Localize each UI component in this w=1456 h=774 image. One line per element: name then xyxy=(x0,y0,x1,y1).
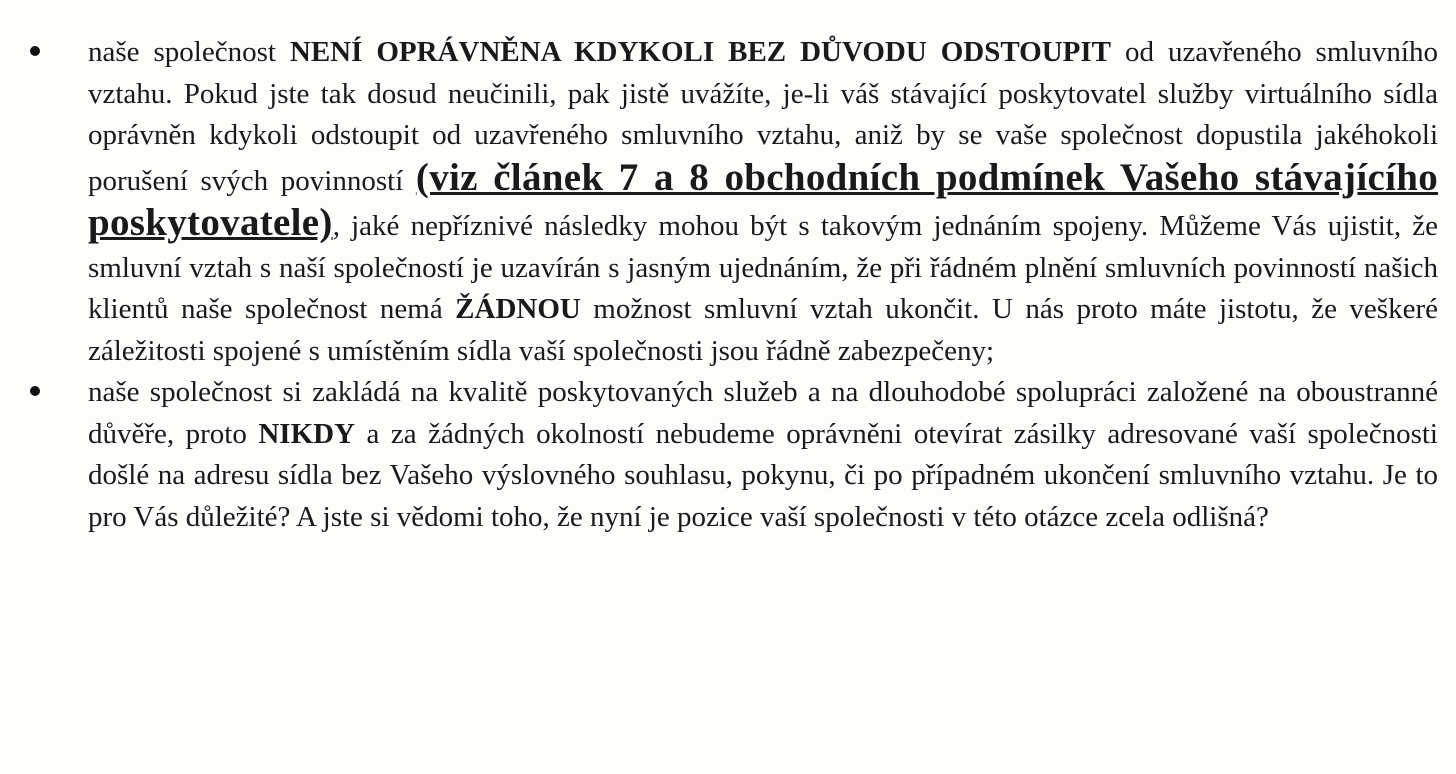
bullet-icon xyxy=(30,386,40,396)
bullet-2-intro: naše společnost si zakládá na kvalitě poskytovaných služeb a na dlouhodobé spolupráci založené na oboustranné důvěře, proto xyxy=(88,376,1438,450)
bullet-1-text-1: od uzavřeného smluvního vztahu. Pokud jste tak dosud neučinili, pak jistě uvážíte, je-li váš stávající poskytovatel služby virtuálního sídla oprávněn kdykoli odstoupit od uzavřeného smluvního vztahu, aniž by se vaše společnost dopustila jakéhokoli porušení svých povinností xyxy=(88,36,1438,197)
bullet-item-never-open-mail xyxy=(88,372,1438,538)
bullet-list xyxy=(88,32,1438,538)
bullet-icon xyxy=(30,46,40,56)
bullet-1-text-2: , jaké nepříznivé následky mohou být s takovým jednáním spojeny. Můžeme Vás ujistit, že smluvní vztah s naší společností je uzavírán s jasným ujednáním, že při řádném plnění smluvních povinností našich klientů naše společnost nemá xyxy=(88,210,1438,325)
bullet-1-text-3: možnost smluvní vztah ukončit. U nás proto máte jistotu, že veškeré záležitosti spojené s umístěním sídla vaší společnosti jsou řádně zabezpečeny; xyxy=(88,293,1438,367)
bullet-item-not-entitled-to-withdraw xyxy=(88,32,1438,372)
bullet-1-emphasis-not-entitled: NENÍ OPRÁVNĚNA KDYKOLI BEZ DŮVODU ODSTOUPIT xyxy=(289,36,1112,68)
bullet-1-reference-terms: (viz článek 7 a 8 obchodních podmínek Vašeho stávajícího poskytovatele) xyxy=(88,155,1438,244)
bullet-1-intro: naše společnost xyxy=(88,36,290,68)
bullet-1-emphasis-none: ŽÁDNOU xyxy=(455,293,581,325)
bullet-2-text-1: a za žádných okolností nebudeme oprávněni otevírat zásilky adresované vaší společnosti došlé na adresu sídla bez Vašeho výslovného souhlasu, pokynu, či po případném ukončení smluvního vztahu. Je to pro Vás důležité? A jste si vědomi toho, že nyní je pozice vaší společnosti v této otázce zcela odlišná? xyxy=(88,417,1438,533)
bullet-2-emphasis-never: NIKDY xyxy=(258,417,356,450)
